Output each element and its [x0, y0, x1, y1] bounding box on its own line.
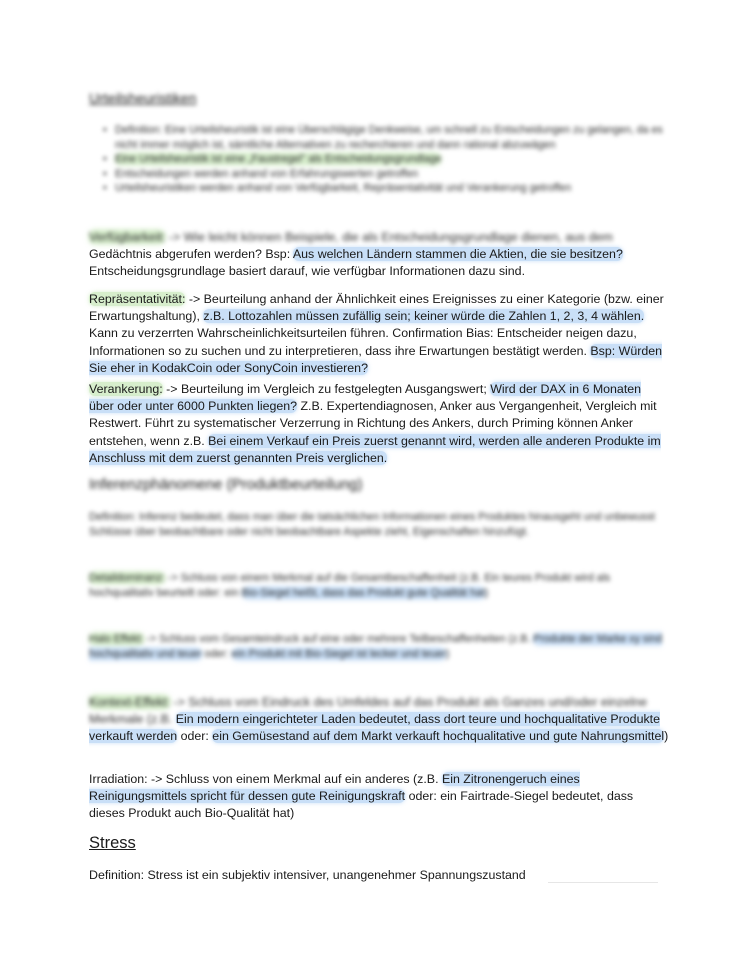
kontext-example2: ein Gemüsestand auf dem Markt verkauft hochqualitative und gute Nahrungsmittel [212, 729, 665, 744]
irradiation-example1: Ein Zitronengeruch eines Reinigungsmittels spricht für dessen gute Reinigungskraft [89, 772, 580, 804]
kontext-example1: Ein modern eingerichteter Laden bedeutet, dass dort teure und hochqualitative Produkte verkauft werden [89, 712, 660, 744]
repraesentativitaet-text2: Kann zu verzerrten Wahrscheinlichkeitsurteilen führen. Confirmation Bias: Entscheider neigen dazu, Informationen so zu suchen und zu interpretieren, dass ihre Erwartungen bestätigt werden. [89, 326, 637, 358]
paragraph-verfuegbarkeit [89, 229, 669, 281]
bullet-item: • Urteilsheuristiken werden anhand von Verfügbarkeit, Repräsentativität und Verankerung getroffen [103, 181, 669, 196]
paragraph-verankerung [89, 381, 669, 467]
kontext-text3: ) [664, 729, 669, 744]
kontext-text2: oder: [177, 729, 213, 744]
term-irradiation: Irradiation: [89, 772, 148, 786]
bullet-text-highlighted: Eine Urteilsheuristik ist eine „Faustregel" als Entscheidungsgrundlage [115, 153, 442, 165]
detaildominanz-example2: Bio-Siegel heißt, dass das Produkt gute Qualität hat [241, 586, 485, 599]
term-halo: Halo Effekt: [89, 633, 144, 645]
repraesentativitaet-example2: Bsp: Würden Sie eher in KodakCoin oder SonyCoin investieren? [89, 343, 663, 375]
kontext-text1: -> Schluss vom Eindruck des Umfeldes auf das Produkt als Ganzes und/oder einzelne Merkmale (z.B. [89, 695, 647, 727]
paragraph-detaildominanz [89, 571, 669, 600]
paragraph-repraesentativitaet [89, 291, 669, 377]
detaildominanz-text [89, 571, 669, 600]
halo-text2: oder: [201, 647, 232, 660]
paragraph-irradiation [89, 771, 669, 823]
bullet-item [103, 152, 669, 167]
halo-text3: ) [445, 647, 450, 660]
verfuegbarkeit-text2: Gedächtnis abgerufen werden? Bsp: [89, 247, 293, 262]
irradiation-text [89, 771, 669, 823]
divider-line [548, 882, 658, 883]
verankerung-text [89, 381, 669, 467]
halo-text [89, 632, 669, 661]
bullet-item: • Definition: Eine Urteilsheuristik ist eine Überschlägige Denkweise, um schnell zu Entscheidungen zu gelangen, da es nicht immer möglich ist, sämtliche Alternativen zu recherchieren und dann rational abzuwägen [103, 123, 669, 152]
repraesentativitaet-example1: z.B. Lottozahlen müssen zufällig sein; keiner würde die Zahlen 1, 2, 3, 4 wählen. [203, 309, 645, 324]
verankerung-text1: -> Beurteilung im Vergleich zu festgelegten Ausgangswert; [162, 382, 491, 396]
term-detaildominanz: Detaildominanz: [89, 572, 165, 584]
verfuegbarkeit-line2 [89, 246, 669, 263]
paragraph-kontext [89, 694, 669, 746]
term-repraesentativitaet: Repräsentativität: [89, 292, 186, 306]
irradiation-text1: -> Schluss von einem Merkmal auf ein anderes (z.B. [147, 772, 442, 786]
repraesentativitaet-text [89, 291, 669, 377]
detaildominanz-text3: ) [484, 586, 489, 599]
section-title-urteilsheuristiken: Urteilsheuristiken [89, 90, 197, 106]
stress-definition: Definition: Stress ist ein subjektiv intensiver, unangenehmer Spannungszustand [89, 868, 526, 882]
detaildominanz-example1: Ein teures Produkt wird als hochqualitativ beurteilt [89, 572, 611, 599]
irradiation-text2: oder: ein Fairtrade-Siegel bedeutet, dass dieses Produkt auch Bio-Qualität hat) [89, 789, 634, 821]
halo-example1: Produkte der Marke xy sind hochqualitativ und teuer [89, 633, 663, 660]
term-verankerung: Verankerung: [89, 382, 163, 396]
verankerung-text2: Z.B. Expertendiagnosen, Anker aus Vergangenheit, Vergleich mit Restwert. Führt zu systematischer Verzerrung in Richtung des Ankers, durch Priming können Anker entstehen, wenn z.B. [89, 399, 657, 448]
repraesentativitaet-text1: -> Beurteilung anhand der Ähnlichkeit eines Ereignisses zu einer Kategorie (bzw. einer Erwartungshaltung), [89, 292, 664, 324]
term-kontext: Kontext-Effekt: [89, 695, 171, 709]
halo-text1: -> Schluss vom Gesamteindruck auf eine oder mehrere Teilbeschaffenheiten (z.B. [143, 633, 534, 645]
verfuegbarkeit-text3: Entscheidungsgrundlage basiert darauf, wie verfügbar Informationen dazu sind. [89, 264, 526, 279]
verankerung-example1: Wird der DAX in 6 Monaten über oder unter 6000 Punkten liegen? [89, 382, 642, 414]
section-title-inferenzphaenomene: Inferenzphänomene (Produktbeurteilung) [89, 476, 363, 493]
term-verfuegbarkeit: Verfügbarkeit: [89, 230, 166, 244]
kontext-text [89, 694, 669, 746]
paragraph-halo [89, 632, 669, 661]
detaildominanz-text2: oder: ein [194, 586, 242, 599]
verfuegbarkeit-example: Aus welchen Ländern stammen die Aktien, die sie besitzen? [292, 247, 623, 262]
section-title-stress: Stress [89, 834, 136, 852]
inferenz-definition: Definition: Inferenz bedeutet, dass man über die tatsächlichen Informationen eines Produktes hinausgeht und unbewusst Schlüsse über beobachtbare oder nicht beobachtbare Aspekte zieht, Eigenschaften hinzufügt. [89, 511, 655, 538]
verfuegbarkeit-line1 [89, 229, 669, 246]
bullet-item: • Entscheidungen werden anhand von Erfahrungswerten getroffen [103, 167, 669, 182]
urteilsheuristiken-bullets [89, 123, 669, 196]
halo-example2: ein Produkt mit Bio-Siegel ist lecker und teuer [231, 647, 446, 660]
verankerung-example2: Bei einem Verkauf ein Preis zuerst genannt wird, werden alle anderen Produkte im Anschluss mit dem zuerst genannten Preis verglichen. [89, 433, 661, 465]
detaildominanz-text1: -> Schluss von einem Merkmal auf die Gesamtbeschaffenheit (z.B. [164, 572, 485, 584]
verfuegbarkeit-text1: -> Wie leicht können Beispiele, die als Entscheidungsgrundlage dienen, aus dem [165, 230, 613, 244]
